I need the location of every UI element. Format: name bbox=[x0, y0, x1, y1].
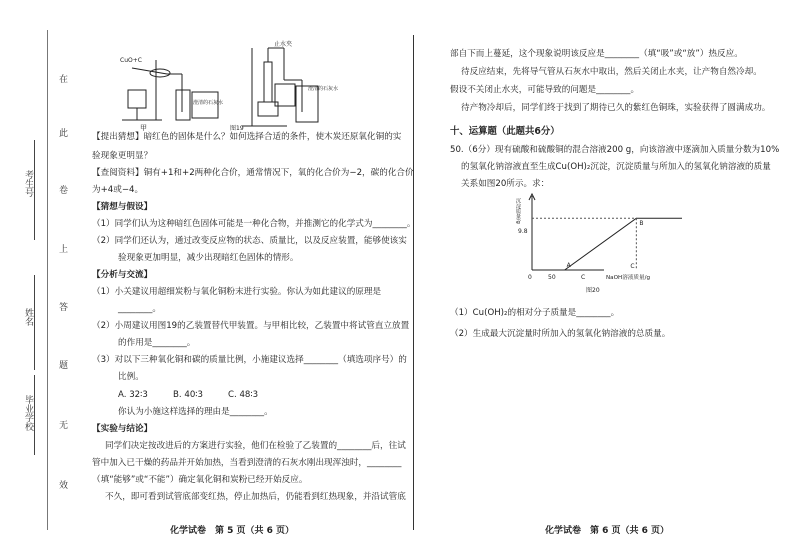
field-line bbox=[34, 375, 35, 455]
binding-word: 上 bbox=[59, 245, 69, 255]
left-guess-1: （1）同学们认为这种暗红色固体可能是一种化合物，并推测它的化学式为________。 bbox=[92, 219, 416, 229]
field-line bbox=[34, 275, 35, 370]
binding-word: 卷 bbox=[59, 186, 69, 196]
chart-x-tick-50: 50 bbox=[548, 274, 556, 281]
page-divider bbox=[413, 35, 414, 530]
fig19-label-limewater-b: 澄清的石灰水 bbox=[308, 86, 339, 92]
binding-word: 在 bbox=[59, 75, 69, 85]
left-ref-line2: 为+4或−4。 bbox=[92, 185, 144, 195]
right-line-2: 待反应结束，先将导气管从石灰水中取出，然后关闭止水夹，让产物自然冷却。 bbox=[461, 67, 762, 77]
field-line bbox=[34, 140, 35, 240]
left-exp-heading: 【实验与结论】 bbox=[92, 424, 153, 434]
footer-right: 化学试卷 第 6 页（共 6 页） bbox=[545, 526, 670, 536]
left-q-raise: 【提出猜想】暗红色的固体是什么？如何选择合适的条件，使木炭还原氧化铜的实 bbox=[92, 132, 402, 142]
left-exp-3: （填“能够”或“不能”）确定氧化铜和炭粉已经开始反应。 bbox=[92, 475, 308, 485]
fig19-label-cuo-c: CuO+C bbox=[120, 57, 142, 64]
field-candidate-number: 考生号 bbox=[23, 170, 33, 197]
left-analysis-2: （2）小周建议用图19的乙装置替代甲装置。与甲相比较，乙装置中将试管直立放置 bbox=[92, 321, 410, 331]
apparatus-jia bbox=[122, 60, 190, 120]
fig19-label-jia: 甲 bbox=[140, 124, 147, 132]
left-analysis-1-cont: ________。 bbox=[118, 304, 161, 314]
left-ref-line1: 【查阅资料】铜有+1和+2两种化合价，通常情况下，氧的化合价为−2，碳的化合价 bbox=[92, 168, 414, 178]
footer-left: 化学试卷 第 5 页（共 6 页） bbox=[170, 526, 295, 536]
fig19-caption: 图19 bbox=[230, 125, 244, 132]
left-guess-2: （2）同学们还认为，通过改变反应物的状态、质量比，以及反应装置，能够使该实 bbox=[92, 236, 407, 246]
binding-word: 效 bbox=[59, 481, 69, 491]
fig19-label-stopcock: 止水夹 bbox=[274, 41, 293, 48]
chart-y-tick: 9.8 bbox=[518, 228, 528, 235]
binding-word: 无 bbox=[59, 421, 69, 431]
right-line-1: 部自下而上蔓延，这个现象说明该反应是________（填“吸”或“放”）热反应。 bbox=[450, 49, 743, 59]
right-line-4: 待产物冷却后，同学们终于找到了期待已久的紫红色铜珠，实验获得了圆满成功。 bbox=[461, 103, 771, 113]
apparatus-yi bbox=[242, 48, 318, 126]
q50-line-1: 50.（6分）现有硫酸和硫酸铜的混合溶液200 g，向该溶液中逐滴加入质量分数为10% bbox=[450, 145, 780, 155]
left-analysis-1: （1）小关建议用超细炭粉与氧化铜粉末进行实验。你认为如此建议的原理是 bbox=[92, 287, 382, 297]
left-analysis-heading: 【分析与交流】 bbox=[92, 270, 153, 280]
q50-sub-2: （2）生成最大沉淀量时所加入的氢氧化钠溶液的总质量。 bbox=[450, 329, 671, 339]
left-exp-1: 同学们决定按改进后的方案进行实验，他们在检验了乙装置的________后，往试 bbox=[105, 441, 406, 451]
left-exp-2: 管中加入已干燥的药品并开始加热，当看到澄清的石灰水刚出现浑浊时，________ bbox=[92, 458, 402, 468]
field-name: 姓名 bbox=[23, 308, 33, 326]
left-analysis-3: （3）对以下三种氧化铜和碳的质量比例，小施建议选择________（填选项序号）的 bbox=[92, 355, 407, 365]
right-section-heading: 十、运算题（此题共6分） bbox=[450, 126, 560, 137]
series-line bbox=[532, 218, 682, 270]
left-analysis-3-reason: 你认为小施这样选择的理由是________。 bbox=[118, 407, 273, 417]
chart-x-label: NaOH溶液质量/g bbox=[606, 275, 651, 281]
left-analysis-2-cont: 的作用是________。 bbox=[118, 338, 196, 348]
q50-line-3: 关系如图20所示。求： bbox=[461, 179, 550, 189]
left-exp-4: 不久，即可看到试管底部变红热，停止加热后，仍能看到红热现象，并沿试管底 bbox=[105, 492, 406, 502]
binding-word: 题 bbox=[59, 361, 69, 371]
point-label-c: C bbox=[630, 263, 635, 270]
left-guess-heading: 【猜想与假设】 bbox=[92, 202, 153, 212]
q50-sub-1: （1）Cu(OH)₂的相对分子质量是________。 bbox=[450, 308, 620, 318]
point-label-a: A bbox=[566, 262, 571, 269]
q50-line-2: 的氢氧化钠溶液直至生成Cu(OH)₂沉淀，沉淀质量与所加入的氢氧化钠溶液的质量 bbox=[461, 162, 771, 172]
left-option-b: B. 40∶3 bbox=[173, 390, 203, 400]
field-school: 毕业学校 bbox=[23, 395, 33, 431]
binding-word: 此 bbox=[59, 129, 69, 139]
figure-20-chart bbox=[512, 190, 682, 298]
left-q-raise-cont: 验现象更明显？ bbox=[92, 151, 153, 161]
chart-x-tick-0: 0 bbox=[528, 274, 532, 281]
left-option-c: C. 48∶3 bbox=[228, 390, 259, 400]
left-guess-2-cont: 验现象更加明显，减少出现暗红色固体的情形。 bbox=[118, 253, 299, 263]
point-label-b: B bbox=[639, 220, 644, 228]
chart-y-label: 沉淀质量/g bbox=[515, 198, 521, 224]
fig19-label-limewater-a: 澄清的石灰水 bbox=[193, 100, 224, 106]
chart-caption: 图20 bbox=[586, 287, 600, 294]
chart-x-tick-c: C bbox=[581, 274, 586, 281]
right-line-3: 假设不关闭止水夹，可能导致的问题是________。 bbox=[450, 85, 640, 95]
binding-word: 答 bbox=[59, 303, 69, 313]
figure-19 bbox=[112, 40, 362, 132]
binding-line bbox=[47, 30, 48, 530]
left-analysis-3-cont: 比例。 bbox=[118, 372, 144, 382]
left-option-a: A. 32∶3 bbox=[118, 390, 148, 400]
